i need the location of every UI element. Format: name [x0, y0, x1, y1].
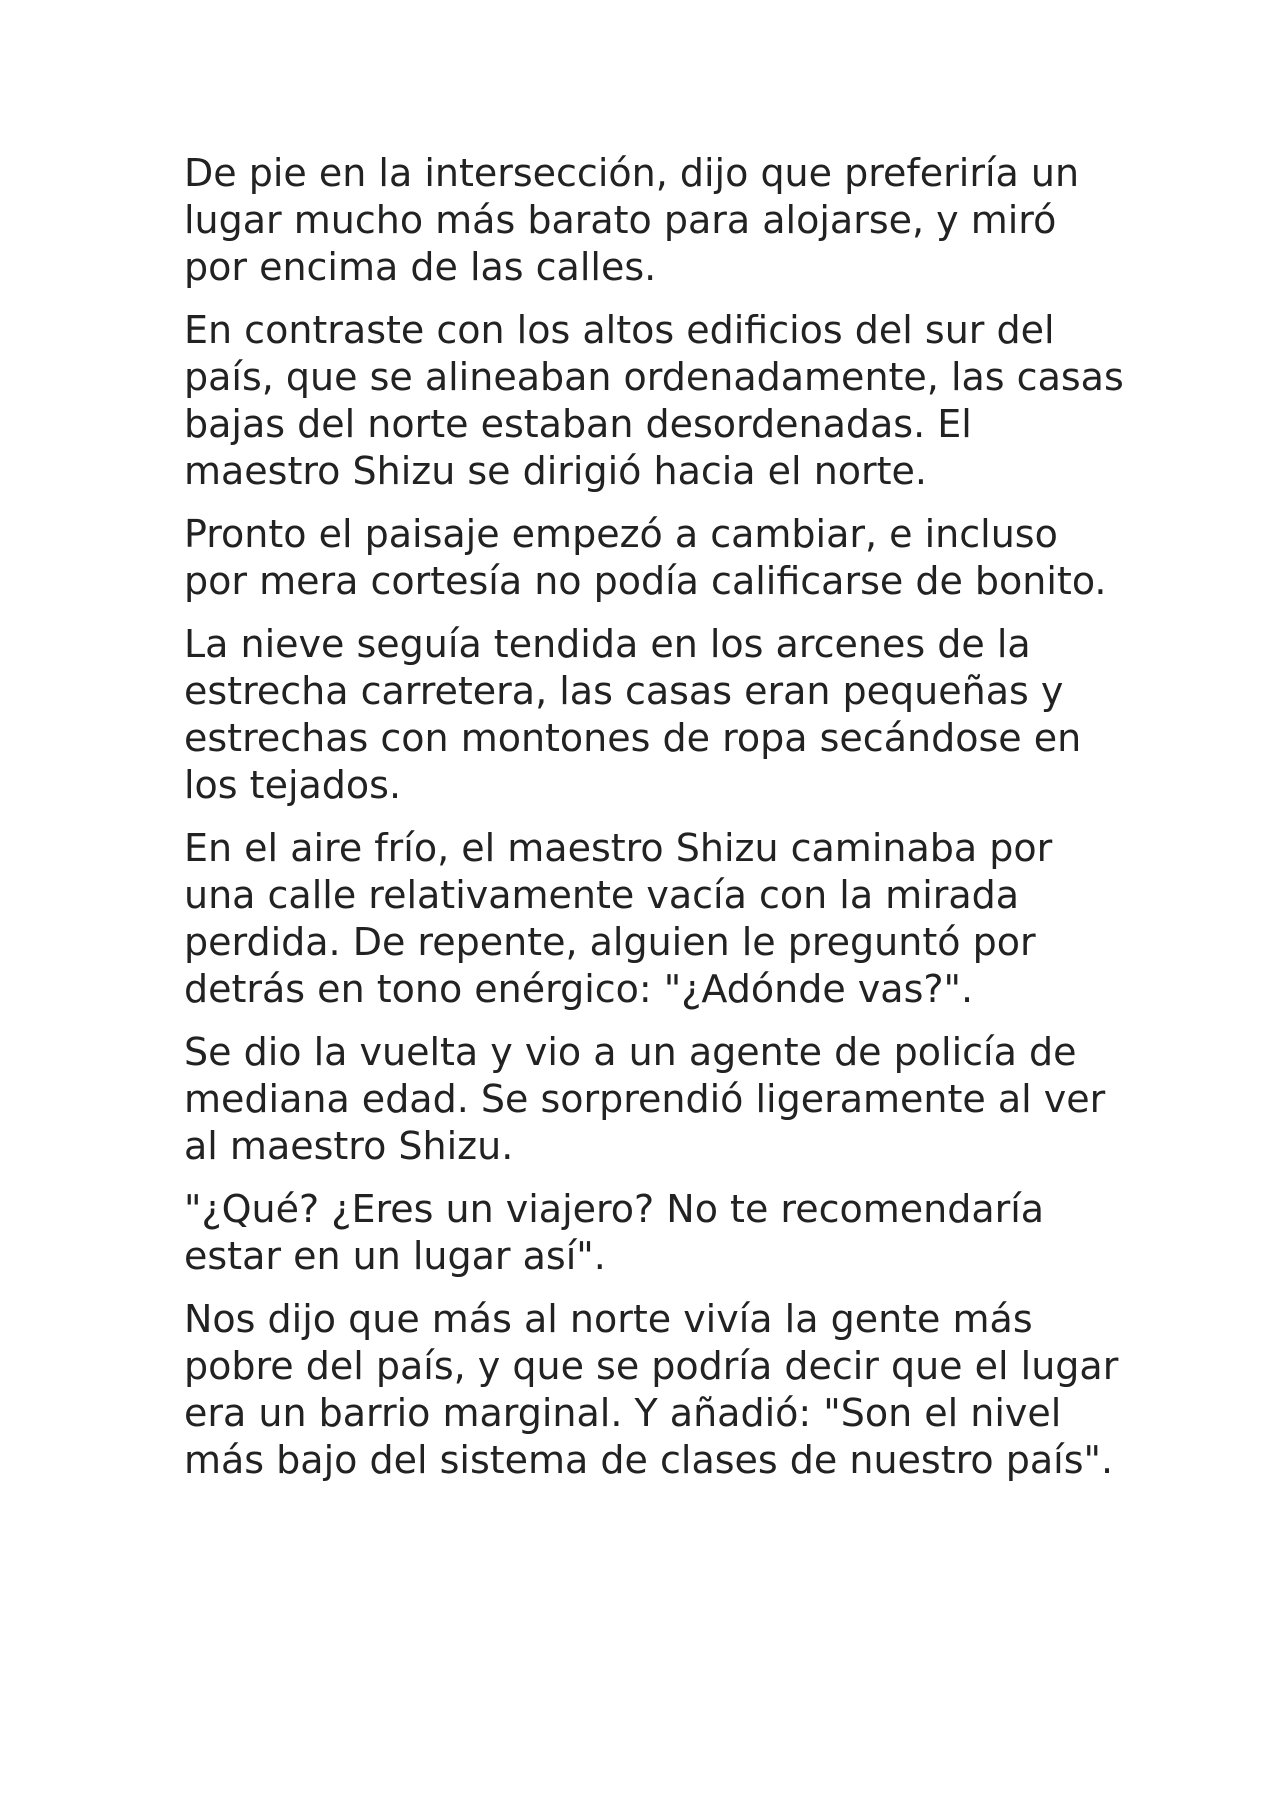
paragraph-4: La nieve seguía tendida en los arcenes de la estrecha carretera, las casas eran pequeñas y estrechas con montones de ropa secándose en los tejados. — [184, 622, 1082, 807]
paragraph-7: "¿Qué? ¿Eres un viajero? No te recomendaría estar en un lugar así". — [184, 1187, 1045, 1278]
paragraph-6: Se dio la vuelta y vio a un agente de policía de mediana edad. Se sorprendió ligeramente al ver al maestro Shizu. — [184, 1030, 1106, 1168]
paragraph-1: De pie en la intersección, dijo que preferiría un lugar mucho más barato para alojarse, y miró por encima de las calles. — [184, 151, 1080, 289]
paragraph-8: Nos dijo que más al norte vivía la gente más pobre del país, y que se podría decir que el lugar era un barrio marginal. Y añadió: "Son el nivel más bajo del sistema de clases de nuestro país". — [184, 1297, 1119, 1482]
paragraph-2: En contraste con los altos edificios del sur del país, que se alineaban ordenadamente, las casas bajas del norte estaban desordenadas. El maestro Shizu se dirigió hacia el norte. — [184, 308, 1124, 493]
paragraph-3: Pronto el paisaje empezó a cambiar, e incluso por mera cortesía no podía calificarse de bonito. — [184, 512, 1107, 603]
body-text — [184, 150, 1124, 1500]
paragraph-5: En el aire frío, el maestro Shizu caminaba por una calle relativamente vacía con la mirada perdida. De repente, alguien le preguntó por detrás en tono enérgico: "¿Adónde vas?". — [184, 826, 1053, 1011]
